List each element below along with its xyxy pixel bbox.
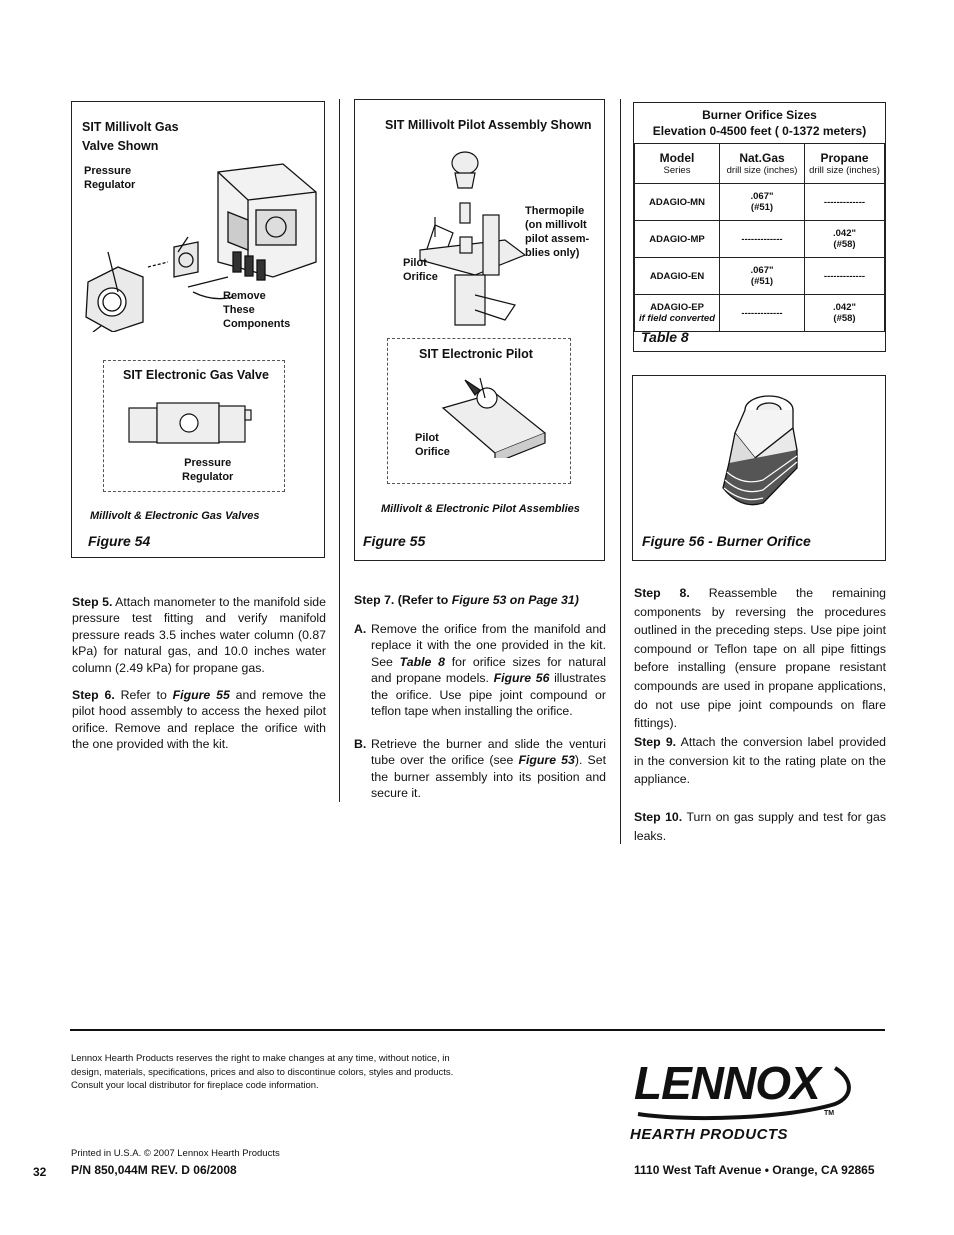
step7b-figure-ref: Figure 53 [518, 753, 575, 768]
step8-paragraph [634, 584, 886, 733]
logo-wordmark: LENNOX [634, 1057, 820, 1109]
row3-natgas [720, 258, 805, 295]
footer-printed: Printed in U.S.A. © 2007 Lennox Hearth Products [71, 1148, 280, 1159]
table8-title [634, 103, 885, 139]
step7b-text2: ). Set the burner assembly into its position and secure it. [371, 753, 606, 801]
fig55-thermo-line4: blies only) [525, 247, 580, 259]
fig54-caption: Figure 54 [88, 533, 151, 549]
fig55-thermo-line1: Thermopile [525, 205, 585, 217]
electronic-gas-valve-illustration [127, 398, 257, 448]
table-row [635, 184, 885, 221]
table8-grid-wrap [634, 143, 885, 332]
fig55-po1-line1: Pilot [403, 257, 427, 269]
step6-pre: Refer to [120, 688, 167, 702]
fig55-caption: Figure 55 [363, 533, 426, 549]
step7b-text1: Retrieve the burner and slide the venturi tube over the orifice (see [371, 737, 606, 768]
fig55-thermopile-label [525, 204, 589, 260]
row1-nat-line2: (#51) [750, 202, 774, 213]
footer-disclaimer [71, 1052, 491, 1093]
electronic-pilot-illustration [435, 368, 555, 458]
header-model-sub: Series [663, 165, 691, 176]
row3-nat-line1: .067" [750, 265, 774, 276]
figure-56-box [632, 375, 886, 561]
fig54-remove-label [223, 289, 290, 331]
row4-propane [805, 295, 885, 332]
row3-model: ADAGIO-EN [635, 258, 720, 295]
step9-paragraph [634, 733, 886, 789]
header-natgas [720, 144, 805, 184]
fig55-thermo-line2: (on millivolt [525, 219, 587, 231]
step7a-text1: Remove the orifice from the manifold and replace it with the one provided in the kit. See [371, 622, 606, 669]
row4-model-note: if field converted [638, 313, 715, 324]
step10-text: Turn on gas supply and test for gas leaks. [634, 810, 886, 843]
table-row [635, 295, 885, 332]
fig54-title [82, 118, 179, 156]
page-number: 32 [33, 1165, 47, 1179]
logo-trademark: TM [824, 1110, 835, 1117]
table-8-box [633, 102, 886, 352]
step8-text: Reassemble the remaining components by reversing the procedures outlined in the preceding steps. Use pipe joint compound or Teflon tape on all pipe fittings before installing (ensure propane resistant compounds are used in propane applications, do not use pipe joint compounds on flare fittings). [634, 586, 886, 731]
header-natgas-sub: drill size (inches) [726, 165, 798, 176]
row4-model [635, 295, 720, 332]
fig55-po2-line1: Pilot [415, 432, 439, 444]
fig54-remove-line2: These [223, 304, 255, 316]
table8-title-line1: Burner Orifice Sizes [702, 108, 817, 122]
fig54-title-line1: SIT Millivolt Gas [82, 120, 179, 134]
step7a-figure-ref: Figure 56 [493, 671, 550, 686]
fig54-pr2-line1: Pressure [184, 457, 232, 469]
row2-prop-line1: .042" [833, 228, 856, 239]
table-header-row [635, 144, 885, 184]
table8-caption: Table 8 [641, 329, 689, 345]
fig54-electronic-title: SIT Electronic Gas Valve [123, 368, 269, 382]
step6-figure-ref: Figure 55 [172, 688, 230, 702]
header-model [635, 144, 720, 184]
fig55-thermo-line3: pilot assem- [525, 233, 590, 245]
step6-text: and remove the pilot hood assembly to access the hexed pilot orifice. Remove and replace the orifice with the one provided with the kit. [72, 688, 326, 752]
row2-prop-line2: (#58) [833, 239, 856, 250]
burner-orifice-illustration [711, 388, 801, 518]
fig54-title-line2: Valve Shown [82, 139, 159, 153]
fig55-subcaption: Millivolt & Electronic Pilot Assemblies [381, 503, 580, 515]
fig55-pilot-orifice-label-2 [415, 431, 450, 459]
table-row [635, 221, 885, 258]
header-propane-main: Propane [820, 151, 869, 165]
millivolt-pilot-assembly-illustration [415, 145, 535, 330]
row3-propane: ------------- [805, 258, 885, 295]
row2-model: ADAGIO-MP [635, 221, 720, 258]
step5-text: Attach manometer to the manifold side pressure test fitting and verify manifold pressure reads 3.5 inches water column (0.87 kPa) for natural gas, and 10.0 inches water column (2.49 kPa) for propane gas. [72, 595, 326, 675]
step7a-text3: illustrates the orifice. Use pipe joint compound or teflon tape when installing the orifice. [371, 671, 607, 719]
fig55-title: SIT Millivolt Pilot Assembly Shown [385, 118, 592, 132]
header-natgas-main: Nat.Gas [739, 151, 785, 165]
step6-label: Step 6. [72, 688, 115, 702]
row1-nat-line1: .067" [750, 191, 774, 202]
fig54-subcaption: Millivolt & Electronic Gas Valves [90, 510, 260, 522]
row1-model: ADAGIO-MN [635, 184, 720, 221]
step7b-label: B. [354, 737, 367, 751]
header-propane [805, 144, 885, 184]
orifice-size-table [634, 143, 885, 332]
column-divider-1 [339, 99, 340, 802]
disclaimer-line2: design, materials, specifications, prices and also to discontinue colors, styles and products. [71, 1066, 454, 1078]
footer-address: 1110 West Taft Avenue • Orange, CA 92865 [634, 1163, 875, 1177]
row4-model-name: ADAGIO-EP [650, 302, 704, 313]
fig55-po1-line2: Orifice [403, 271, 438, 283]
step7-label: Step 7. (Refer to [354, 593, 449, 607]
step7a-paragraph [371, 621, 606, 719]
disclaimer-line1: Lennox Hearth Products reserves the right to make changes at any time, without notice, in [71, 1053, 450, 1064]
step7a-label: A. [354, 622, 367, 636]
step7-ref: Figure 53 on Page 31) [451, 593, 579, 607]
row2-propane [805, 221, 885, 258]
step7a-table-ref: Table 8 [399, 654, 445, 669]
fig54-pr1-line2: Regulator [84, 179, 136, 191]
part-number: P/N 850,044M REV. D 06/2008 [71, 1163, 237, 1177]
header-propane-sub: drill size (inches) [809, 165, 880, 176]
row4-prop-line1: .042" [833, 302, 856, 313]
row4-prop-line2: (#58) [833, 313, 856, 324]
row3-nat-line2: (#51) [750, 276, 774, 287]
fig55-pilot-orifice-label-1 [403, 256, 438, 284]
step10-label: Step 10. [634, 810, 683, 824]
row1-natgas [720, 184, 805, 221]
step7b-paragraph [371, 736, 606, 802]
fig54-pressure-regulator-label-2 [182, 456, 233, 484]
fig54-pr1-line1: Pressure [84, 165, 132, 177]
table8-title-line2: Elevation 0-4500 feet ( 0-1372 meters) [652, 124, 867, 138]
figure-55-box [354, 99, 605, 561]
step8-label: Step 8. [634, 586, 690, 600]
logo-subtitle: HEARTH PRODUCTS [630, 1126, 789, 1143]
table-row [635, 258, 885, 295]
step9-label: Step 9. [634, 735, 677, 749]
fig55-electronic-title: SIT Electronic Pilot [419, 347, 533, 361]
fig54-remove-line3: Components [223, 318, 291, 330]
fig54-pr2-line2: Regulator [182, 471, 234, 483]
step10-paragraph [634, 808, 886, 845]
step9-text: Attach the conversion label provided in the conversion kit to the rating plate on the appliance. [634, 735, 886, 787]
header-model-main: Model [659, 151, 695, 165]
step5-label: Step 5. [72, 595, 113, 609]
row4-natgas: ------------- [720, 295, 805, 332]
lennox-logo [630, 1056, 860, 1146]
fig54-remove-line1: Remove [223, 290, 266, 302]
step7a-text2: for orifice sizes for natural and propane models. [371, 654, 606, 686]
fig56-caption: Figure 56 - Burner Orifice [642, 533, 811, 549]
row1-propane: ------------- [805, 184, 885, 221]
step7-heading [354, 592, 606, 608]
fig55-po2-line2: Orifice [415, 446, 450, 458]
footer-rule [70, 1029, 885, 1031]
column-divider-2 [620, 99, 621, 844]
figure-54-box [71, 101, 325, 558]
step6-paragraph [72, 687, 326, 753]
step5-paragraph [72, 594, 326, 676]
disclaimer-line3: Consult your local distributor for fireplace code information. [71, 1080, 319, 1091]
row2-natgas: ------------- [720, 221, 805, 258]
